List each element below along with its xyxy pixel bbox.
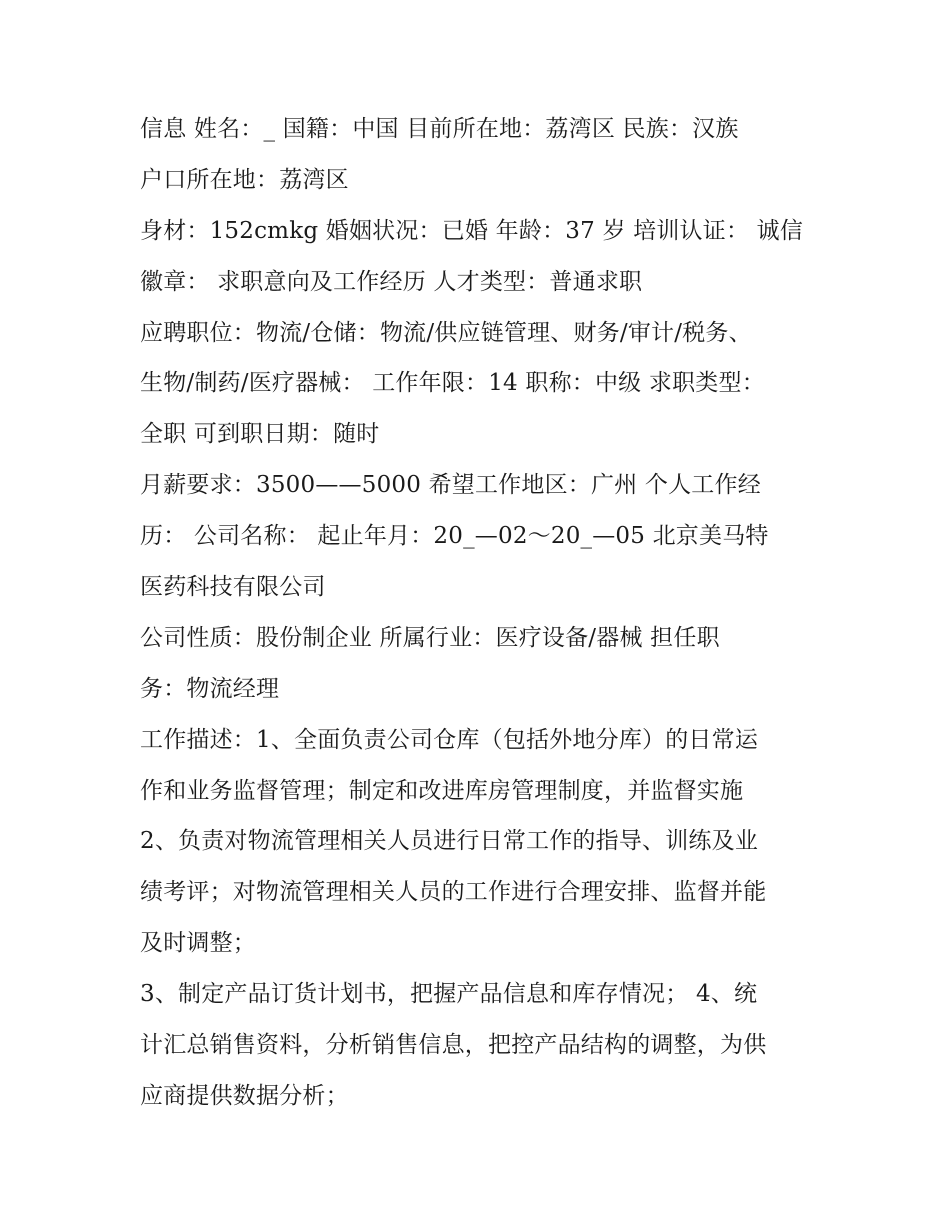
text-line: 应聘职位：物流/仓储：物流/供应链管理、财务/审计/税务、 — [140, 319, 752, 346]
text-line: 全职 可到职日期：随时 — [140, 421, 380, 448]
text-line: 身材：152cmkg 婚姻状况：已婚 年龄：37 岁 培训认证： 诚信 — [140, 217, 804, 244]
text-line: 2、负责对物流管理相关人员进行日常工作的指导、训练及业 — [140, 828, 759, 855]
text-line: 信息 姓名：_ 国籍：中国 目前所在地：荔湾区 民族：汉族 — [140, 116, 739, 142]
document-body — [140, 104, 820, 1122]
text-line: 绩考评；对物流管理相关人员的工作进行合理安排、监督并能 — [140, 879, 767, 906]
text-line: 历： 公司名称： 起止年月：20_—02～20_—05 北京美马特 — [140, 523, 769, 550]
text-line: 工作描述：1、全面负责公司仓库（包括外地分库）的日常运 — [140, 726, 759, 753]
text-line: 及时调整； — [140, 930, 256, 957]
text-line: 生物/制药/医疗器械： 工作年限：14 职称：中级 求职类型： — [140, 370, 765, 397]
text-line: 徽章： 求职意向及工作经历 人才类型：普通求职 — [140, 268, 643, 295]
text-line: 作和业务监督管理；制定和改进库房管理制度，并监督实施 — [140, 777, 744, 804]
text-line: 医药科技有限公司 — [140, 574, 326, 601]
text-line: 应商提供数据分析； — [140, 1082, 349, 1109]
text-line: 月薪要求：3500——5000 希望工作地区：广州 个人工作经 — [140, 472, 761, 499]
text-line: 3、制定产品订货计划书，把握产品信息和库存情况； 4、统 — [140, 981, 758, 1008]
text-line: 务：物流经理 — [140, 675, 280, 702]
text-line: 公司性质：股份制企业 所属行业：医疗设备/器械 担任职 — [140, 624, 720, 651]
text-line: 计汇总销售资料，分析销售信息，把控产品结构的调整，为供 — [140, 1032, 767, 1059]
text-line: 户口所在地：荔湾区 — [140, 166, 349, 193]
